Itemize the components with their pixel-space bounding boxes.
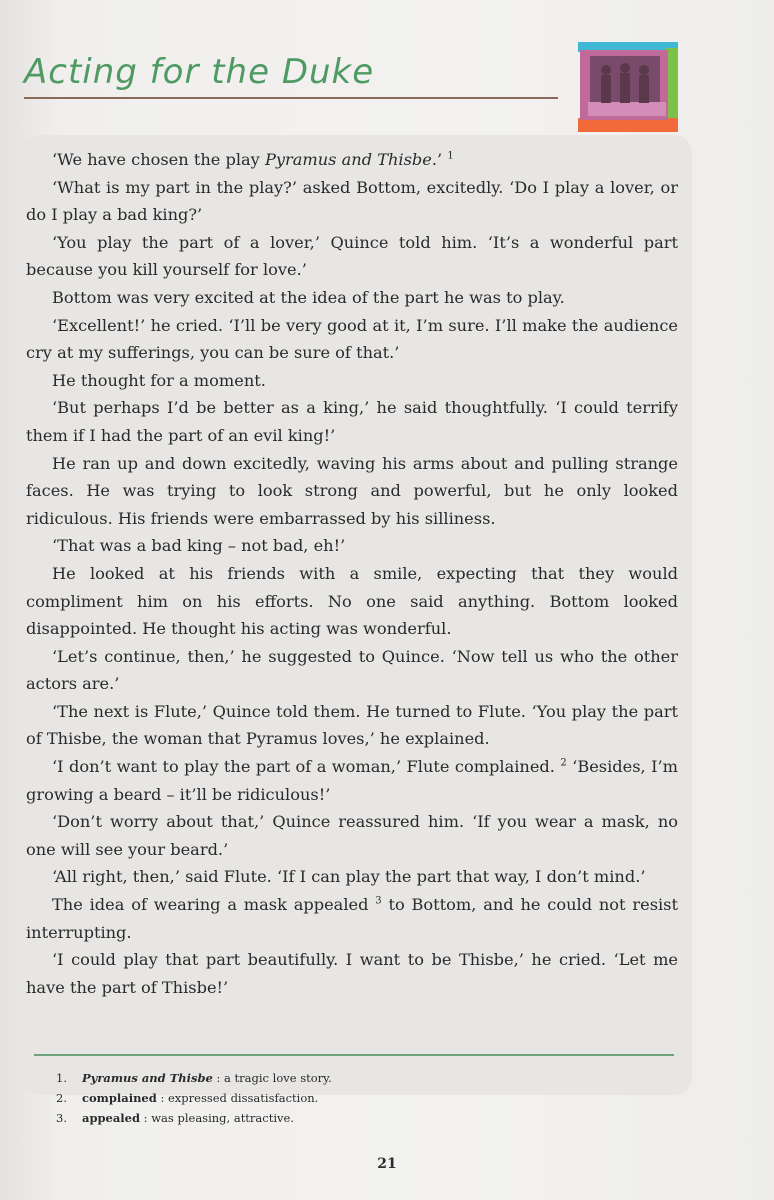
paragraph: ‘I don’t want to play the part of a woman,’ Flute complained. $^2$ ‘Besides, I’m growing a beard – it’ll be ridiculous!’ xyxy=(26,757,679,804)
paragraph: ‘We have chosen the play Pyramus and Thisbe.’ $^1$ xyxy=(52,150,454,169)
title-underline xyxy=(24,97,558,99)
footnote-reference: 2 xyxy=(560,757,567,769)
paragraph: ‘That was a bad king – not bad, eh!’ xyxy=(52,536,346,556)
paragraph: ‘What is my part in the play?’ asked Bottom, excitedly. ‘Do I play a lover, or do I play a bad king?’ xyxy=(26,177,678,225)
footnote-item: 2. complained : expressed dissatisfaction. xyxy=(56,1091,319,1105)
footnote-item: 3. appealed : was pleasing, attractive. xyxy=(56,1111,294,1125)
paragraph: ‘All right, then,’ said Flute. ‘If I can play the part that way, I don’t mind.’ xyxy=(52,867,646,887)
footnotes xyxy=(56,1068,656,1128)
paragraph: He ran up and down excitedly, waving his arms about and pulling strange faces. He was trying to look strong and powerful, but he only looked ridiculous. His friends were embarrassed by his silliness. xyxy=(26,453,678,528)
chapter-thumbnail-illustration xyxy=(578,42,678,132)
paragraph: He looked at his friends with a smile, expecting that they would compliment him on his efforts. No one said anything. Bottom looked disappointed. He thought his acting was wonderful. xyxy=(26,563,678,639)
page-number: 21 xyxy=(377,1156,397,1172)
paragraph: ‘You play the part of a lover,’ Quince told him. ‘It’s a wonderful part because you kill yourself for love.’ xyxy=(26,232,678,280)
paragraph: The idea of wearing a mask appealed $^3$ to Bottom, and he could not resist interrupting. xyxy=(26,895,678,942)
paragraph: Bottom was very excited at the idea of the part he was to play. xyxy=(52,287,565,307)
paragraph: ‘The next is Flute,’ Quince told them. He turned to Flute. ‘You play the part of Thisbe, the woman that Pyramus loves,’ he explained. xyxy=(26,701,678,749)
chapter-title: Acting for the Duke xyxy=(24,52,375,92)
paragraph: ‘Excellent!’ he cried. ‘I’ll be very good at it, I’m sure. I’ll make the audience cry at my sufferings, you can be sure of that.’ xyxy=(26,315,678,363)
paragraph: ‘But perhaps I’d be better as a king,’ he said thoughtfully. ‘I could terrify them if I had the part of an evil king!’ xyxy=(26,398,678,445)
paragraph: He thought for a moment. xyxy=(52,370,266,390)
paragraph: ‘Let’s continue, then,’ he suggested to Quince. ‘Now tell us who the other actors are.’ xyxy=(26,646,678,694)
footnote-divider xyxy=(34,1054,674,1056)
footnote-reference: 1 xyxy=(447,150,454,162)
story-body xyxy=(26,146,678,1001)
paragraph: ‘Don’t worry about that,’ Quince reassured him. ‘If you wear a mask, no one will see your beard.’ xyxy=(26,812,678,859)
footnote-item: 1. Pyramus and Thisbe : a tragic love story. xyxy=(56,1071,332,1085)
footnote-reference: 3 xyxy=(375,895,382,907)
paragraph: ‘I could play that part beautifully. I want to be Thisbe,’ he cried. ‘Let me have the part of Thisbe!’ xyxy=(26,950,678,997)
